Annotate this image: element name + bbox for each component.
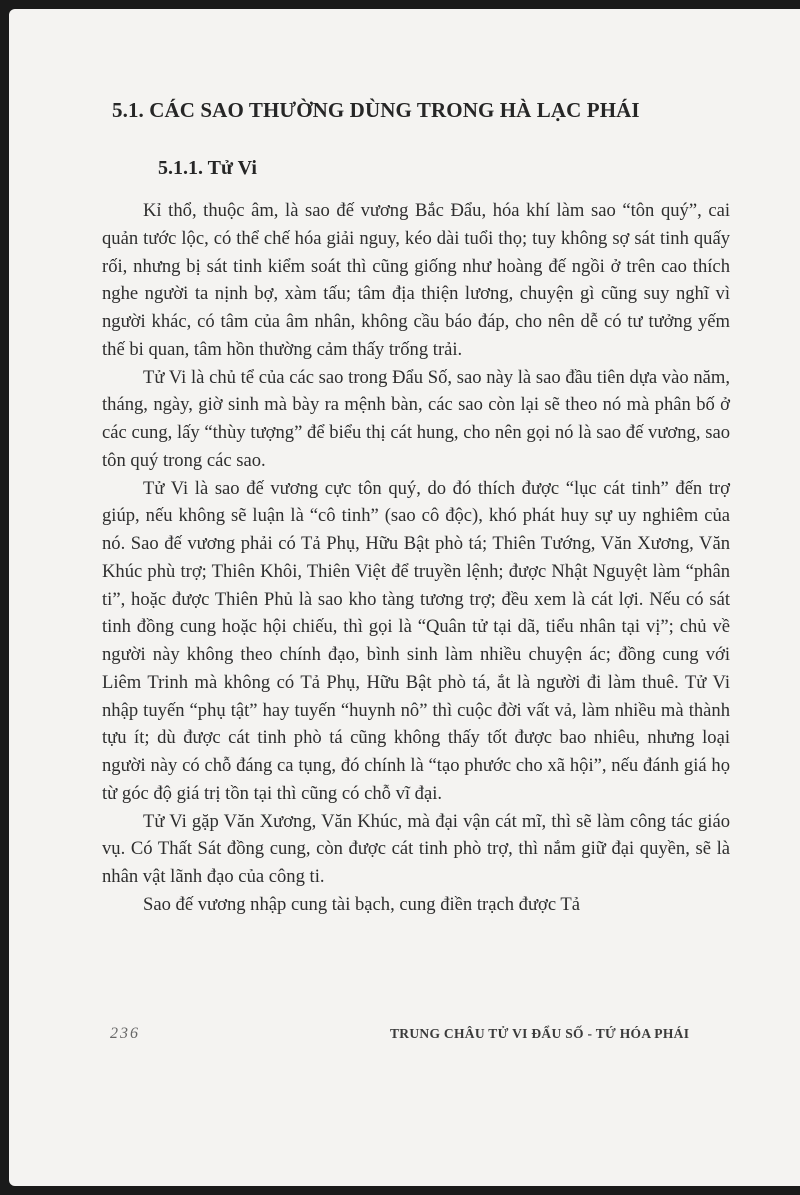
section-title: 5.1. CÁC SAO THƯỜNG DÙNG TRONG HÀ LẠC PHÁI [112, 98, 640, 122]
subsection-title: 5.1.1. Tử Vi [158, 157, 257, 179]
footer-page-number: 236 [110, 1025, 140, 1042]
paragraph-2: Tử Vi là chủ tể của các sao trong Đẩu Số, sao này là sao đầu tiên dựa vào năm, tháng, ngày, giờ sinh mà bày ra mệnh bàn, các sao còn lại sẽ theo nó mà phân bố ở các cung, lấy “thùy tượng” để biểu thị cát hung, cho nên gọi nó là sao đế vương, sao tôn quý trong các sao. [102, 366, 730, 471]
paragraph-5: Sao đế vương nhập cung tài bạch, cung điền trạch được Tả [143, 893, 581, 915]
paragraph-1: Kỉ thổ, thuộc âm, là sao đế vương Bắc Đẩu, hóa khí làm sao “tôn quý”, cai quản tước lộc, có thể chế hóa giải nguy, kéo dài tuổi thọ; tuy không sợ sát tinh quấy rối, nhưng bị sát tinh kiểm soát thì cũng giống như hoàng đế ngồi ở trên cao thích nghe người ta nịnh bợ, xàm tấu; tâm địa thiện lương, chuyện gì cũng suy nghĩ vì người khác, có tâm của âm nhân, không cầu báo đáp, cho nên dễ có tư tưởng yếm thế bi quan, tâm hồn thường cảm thấy trống trải. [102, 200, 730, 360]
document-page [9, 9, 800, 1186]
body-text [102, 197, 730, 919]
footer-book-title: TRUNG CHÂU TỬ VI ĐẨU SỐ - TỨ HÓA PHÁI [390, 1026, 690, 1041]
paragraph-4: Tử Vi gặp Văn Xương, Văn Khúc, mà đại vận cát mĩ, thì sẽ làm công tác giáo vụ. Có Thất Sát đồng cung, còn được cát tinh phò trợ, thì nắm giữ đại quyền, sẽ là nhân vật lãnh đạo của công ti. [102, 810, 730, 887]
paragraph-3: Tử Vi là sao đế vương cực tôn quý, do đó thích được “lục cát tinh” đến trợ giúp, nếu không sẽ luận là “cô tinh” (sao cô độc), khó phát huy sự uy nghiêm của nó. Sao đế vương phải có Tả Phụ, Hữu Bật phò tá; Thiên Tướng, Văn Xương, Văn Khúc phù trợ; Thiên Khôi, Thiên Việt để truyền lệnh; được Nhật Nguyệt làm “phân ti”, hoặc được Thiên Phủ là sao kho tàng tương trợ; đều xem là cát lợi. Nếu có sát tinh đồng cung hoặc hội chiếu, thì gọi là “Quân tử tại dã, tiểu nhân tại vị”; chủ về người này không theo chính đạo, bình sinh làm nhiều chuyện ác; đồng cung với Liêm Trinh mà không có Tả Phụ, Hữu Bật phò tá, ắt là người đi làm thuê. Tử Vi nhập tuyến “phụ tật” hay tuyến “huynh nô” thì cuộc đời vất vả, làm nhiều mà thành tựu ít; dù được cát tinh phò tá cũng không thấy tốt được bao nhiêu, nhưng loại người này có chỗ đáng ca tụng, đó chính là “tạo phước cho xã hội”, nếu đánh giá họ từ góc độ giá trị tồn tại thì cũng có chỗ vĩ đại. [102, 477, 730, 804]
